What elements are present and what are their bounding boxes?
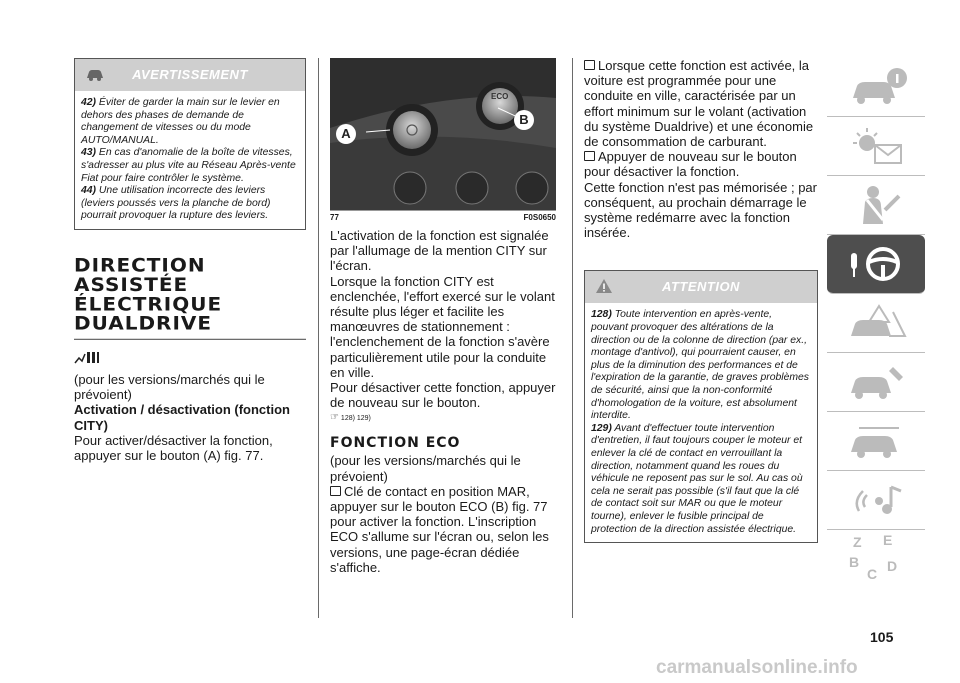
figure-number: 77 (330, 213, 339, 222)
checkbox-bullet-icon (584, 151, 595, 161)
bullet-item: Appuyer de nouveau sur le bouton pour désactiver la fonction. (584, 149, 797, 180)
figure-code: F0S0650 (523, 213, 556, 222)
warning-item: 44) Une utilisation incorrecte des leviers (leviers poussés vers la planche de bord) pourrait provoquer la rupture des leviers. (81, 185, 271, 222)
version-note: (pour les versions/marchés qui le prévoient) (74, 371, 265, 403)
figure-caption (330, 213, 556, 222)
attention-box (584, 270, 818, 543)
tab-warning-lights[interactable] (827, 117, 925, 176)
column-3 (584, 58, 818, 543)
checkbox-bullet-icon (330, 486, 341, 496)
seat-safety-icon (849, 184, 909, 226)
attention-box-header (585, 271, 817, 303)
multimedia-icon (849, 479, 909, 521)
chapter-tabs (827, 58, 925, 588)
tab-car-info[interactable] (827, 58, 925, 117)
tab-emergency[interactable] (827, 294, 925, 353)
body-text: Pour désactiver cette fonction, appuyer de nouveau sur le bouton. (330, 380, 556, 411)
car-specs-icon (849, 420, 909, 462)
warning-box-title: AVERTISSEMENT (132, 67, 248, 82)
tab-seat-safety[interactable] (827, 176, 925, 235)
callout-b: B (514, 110, 534, 130)
tab-steering-driving[interactable] (827, 235, 925, 294)
warning-box-body (75, 91, 305, 229)
subheading-city: Activation / désactivation (fonction CITY) (74, 402, 290, 433)
version-marker-icon (74, 351, 306, 370)
body-text: L'activation de la fonction est signalée par l'allumage de la mention CITY sur l'écran. (330, 228, 549, 274)
attention-box-title: ATTENTION (662, 279, 740, 295)
bullet-item: Lorsque cette fonction est activée, la voiture est programmée pour une conduite en ville, caractérisée par un effort minimum sur le volant (activation du système Dualdrive) et une économie de consommation de carburant. (584, 58, 814, 150)
warning-item: 43) En cas d'anomalie de la boîte de vitesses, s'adresser au plus vite au Réseau Après-vente Fiat pour faire contrôler le système. (81, 147, 296, 184)
section-title-eco: FONCTION ECO (330, 435, 461, 452)
body-text: Cette fonction n'est pas mémorisée ; par conséquent, au prochain démarrage le système redémarre avec la fonction insérée. (584, 179, 817, 241)
column-1 (74, 58, 306, 463)
tab-index[interactable] (827, 530, 925, 588)
tab-multimedia[interactable] (827, 471, 925, 530)
index-abcde-icon: Z E B C D (849, 532, 898, 582)
column-divider (318, 58, 319, 618)
callout-a: A (336, 124, 356, 144)
eco-button-label: ECO (491, 92, 509, 101)
warning-box-header (75, 59, 305, 91)
car-maintenance-icon (849, 361, 909, 403)
tab-specs[interactable] (827, 412, 925, 471)
warning-triangle-icon (595, 278, 613, 298)
body-text: Pour activer/désactiver la fonction, appuyer sur le bouton (A) fig. 77. (74, 432, 273, 463)
car-emergency-icon (849, 302, 909, 344)
figure-77-photo (330, 58, 556, 211)
reference-marks: ☞ 128) 129) (330, 412, 371, 424)
tab-maintenance[interactable] (827, 353, 925, 412)
watermark: carmanualsonline.info (656, 657, 858, 678)
attention-item: 128) Toute intervention en après-vente, pouvant provoquer des altérations de la direction ou de la colonne de direction (par ex., montage d'antivol), qui pourraient causer, en plus de la diminution des performances et de l'expiration de la garantie, de graves problèmes de sécurité, ainsi que la non-conformité d'homologation de la voiture, est absolument interdite. (591, 309, 810, 422)
hand-pointer-icon: ☞ (330, 412, 339, 424)
car-info-icon (849, 66, 909, 108)
car-warning-icon (85, 66, 105, 86)
column-2 (330, 58, 556, 575)
page-number: 105 (870, 629, 894, 645)
attention-item: 129) Avant d'effectuer toute intervention d'entretien, il faut toujours couper le moteur et enlever la clé de contact en verrouillant la direction, notamment quand les roues du véhicule ne reposent pas sur le sol. Au cas où cela ne serait pas possible (s'il faut que la clé de contact soit sur MAR ou que le moteur tourne), enlever le fusible principal de protection de la direction assistée électrique. (591, 422, 803, 535)
body-text: Lorsque la fonction CITY est enclenchée, l'effort exercé sur le volant résulte plus léger et facilite les manœuvres de stationnement : l'enclenchement de la fonction s'avère particulièrement utile pour la conduite en ville. (330, 273, 555, 380)
warning-box (74, 58, 306, 230)
section-title-dualdrive: DIRECTION ASSISTÉE ÉLECTRIQUE DUALDRIVE (74, 256, 306, 340)
attention-box-body (585, 303, 817, 542)
version-note: (pour les versions/marchés qui le prévoient) (330, 453, 521, 484)
warning-item: 42) Éviter de garder la main sur le levier en dehors des phases de demande de changement de vitesses ou du mode AUTO/MANUAL. (81, 97, 280, 146)
checkbox-bullet-icon (584, 60, 595, 70)
warning-lights-icon (849, 125, 909, 167)
steering-wheel-key-icon (849, 243, 909, 285)
bullet-item: Clé de contact en position MAR, appuyer sur le bouton ECO (B) fig. 77 pour activer la fonction. L'inscription ECO s'allume sur l'écran ou, selon les versions, une page-écran dédiée s'affiche. (330, 483, 549, 575)
column-divider (572, 58, 573, 618)
